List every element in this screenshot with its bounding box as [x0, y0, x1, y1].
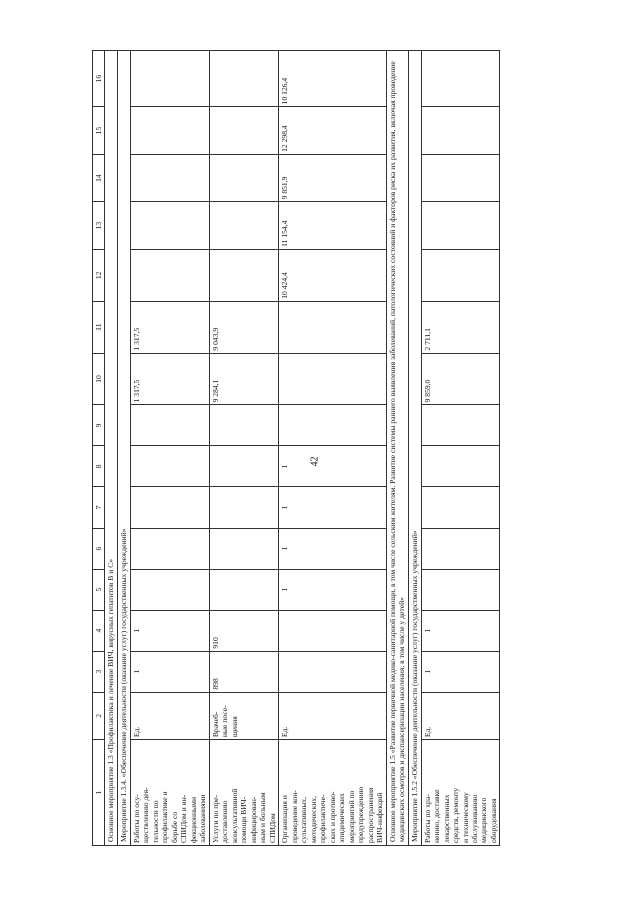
col-header-14: 14 [93, 154, 105, 202]
row-value: 1 [131, 610, 210, 651]
row-value: 1 [279, 569, 386, 610]
row-value: 10 126,4 [279, 51, 386, 107]
row-name: Организация и проведение кон- сультативных, методических, профилактиче- ских и противо- эпидемических мероприятий по предупреждению распространения ВИЧ-инфекций [279, 740, 386, 846]
row-value: 1 [421, 610, 500, 651]
col-header-9: 9 [93, 405, 105, 446]
section-row [105, 51, 118, 846]
row-unit: Врачеб- ные посе- щения [209, 692, 278, 740]
col-header-5: 5 [93, 569, 105, 610]
col-header-10: 10 [93, 353, 105, 405]
row-name: Работы по осу- ществлению дея- тельности по профилактике и борьбе со СПИДом и ин- фекционными заболеваниями [131, 740, 210, 846]
row-value: 10 424,4 [279, 249, 386, 301]
row-value: 1 [279, 446, 386, 487]
row-value: 9 859,0 [421, 353, 500, 405]
section-row [408, 51, 421, 846]
row-value: 1 [131, 651, 210, 692]
col-header-16: 16 [93, 51, 105, 107]
budget-table [92, 50, 500, 846]
col-header-1: 1 [93, 740, 105, 846]
row-value: 12 298,4 [279, 107, 386, 155]
col-header-4: 4 [93, 610, 105, 651]
section-row [386, 51, 408, 846]
basic-measure-1-3: Основное мероприятие 1.3 «Профилактика и лечение ВИЧ, вирусных гепатитов В и С» [105, 51, 118, 846]
basic-measure-1-5: Основное мероприятие 1.5 «Развитие первичной медико-санитарной помощи, в том числе сельским жителям. Развитие системы раннего выявления заболеваний, патологических состояний и факторов риска их развития, включая проведение медицинских осмотров и диспансеризации населения, в том числе у детей» [386, 51, 408, 846]
row-value: 9 043,9 [209, 301, 278, 353]
row-unit: Ед. [421, 692, 500, 740]
row-value: 910 [209, 610, 278, 651]
row-value: 898 [209, 651, 278, 692]
row-value: 9 284,1 [209, 353, 278, 405]
col-header-7: 7 [93, 487, 105, 528]
row-value: 1 317,5 [131, 301, 210, 353]
col-header-6: 6 [93, 528, 105, 569]
row-value: 1 [279, 487, 386, 528]
header-row [93, 51, 105, 846]
col-header-12: 12 [93, 249, 105, 301]
col-header-2: 2 [93, 692, 105, 740]
col-header-3: 3 [93, 651, 105, 692]
row-unit: Ед. [131, 692, 210, 740]
page-number: 42 [309, 456, 321, 467]
row-name: Услуги по пре- доставлению консультативной помощи ВИЧ- инфицирован- ным и больным СПИДом [209, 740, 278, 846]
col-header-15: 15 [93, 107, 105, 155]
table-row [131, 51, 210, 846]
col-header-8: 8 [93, 446, 105, 487]
table-row [279, 51, 386, 846]
measure-1-3-4: Мероприятие 1.3.4. «Обеспечение деятельности (оказание услуг) государственных учреждений» [118, 51, 131, 846]
table-row [209, 51, 278, 846]
rotated-table-container [92, 50, 502, 846]
row-value: 1 317,5 [131, 353, 210, 405]
section-row [118, 51, 131, 846]
row-value: 1 [421, 651, 500, 692]
row-value: 11 154,4 [279, 202, 386, 250]
col-header-11: 11 [93, 301, 105, 353]
row-unit: Ед. [279, 692, 386, 740]
col-header-13: 13 [93, 202, 105, 250]
row-value: 1 [279, 528, 386, 569]
table-row [421, 51, 500, 846]
row-value: 9 851,9 [279, 154, 386, 202]
row-value: 2 711,1 [421, 301, 500, 353]
measure-1-5-2: Мероприятие 1.5.2 «Обеспечение деятельности (оказание услуг) государственных учреждений» [408, 51, 421, 846]
row-name: Работы по хра- нению, доставке лекарственных средств, ремонту и техническому обслуживанию медицинского оборудования [421, 740, 500, 846]
